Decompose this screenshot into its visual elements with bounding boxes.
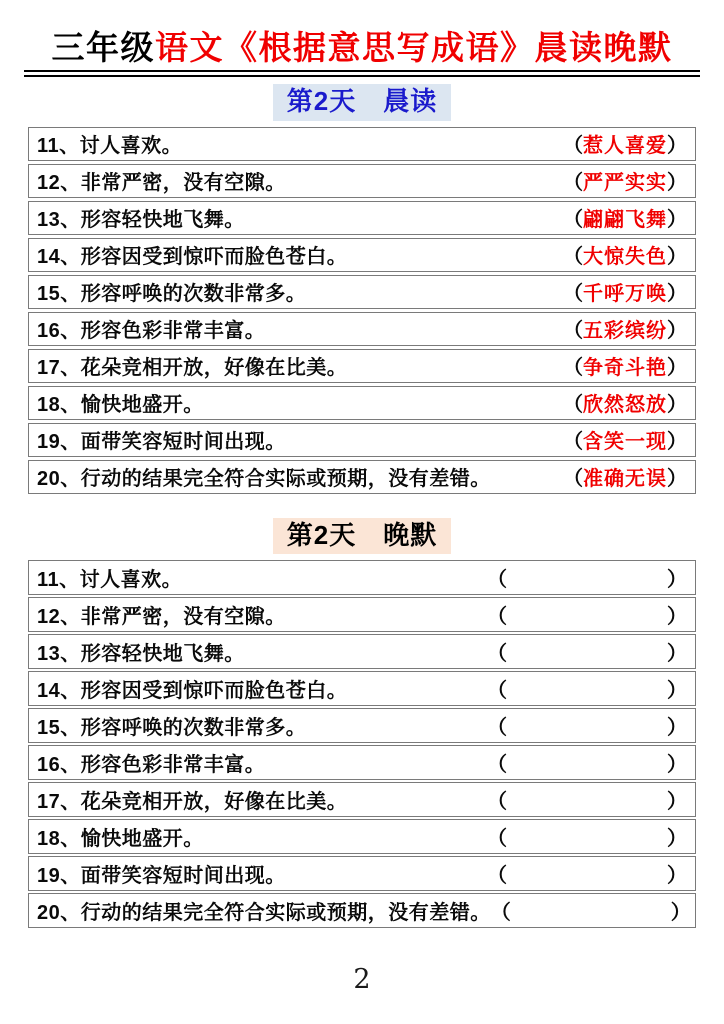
paren-close: ） [667,569,687,592]
definition-text: 15、形容呼唤的次数非常多。 [37,283,307,306]
paren-open: （ [487,865,507,888]
paren-open: （ [563,172,583,195]
answer-blank [487,674,687,703]
title-main-part: 语文《根据意思写成语》晨读晚默 [155,29,673,66]
page-number: 2 [353,963,371,995]
paren-open: （ [563,283,583,306]
paren-open: （ [487,828,507,851]
table-row [28,312,696,347]
table-row [28,782,696,817]
paren-close: ） [667,791,687,814]
answer-text: 翩翩飞舞 [583,209,667,232]
table-row [28,386,696,421]
table-row [28,164,696,199]
morning-heading-label: 第2天 晨读 [273,84,451,120]
answer-blank [487,859,687,888]
paren-close: ） [667,357,687,380]
paren-open: （ [487,606,507,629]
answer-text: 含笑一现 [583,431,667,454]
table-row [28,671,696,706]
paren-close: ） [670,902,691,925]
paren-open: （ [487,754,507,777]
paren-close: ） [667,394,687,417]
answer-blank [487,637,687,666]
paren-close: ） [667,754,687,777]
answer-blank [487,600,687,629]
paren-close: ） [667,135,687,158]
answer-filled [563,240,687,269]
paren-close: ） [667,606,687,629]
table-row [28,423,696,458]
definition-text: 15、形容呼唤的次数非常多。 [37,717,307,740]
table-row [28,349,696,384]
answer-blank [491,896,691,925]
definition-text: 20、行动的结果完全符合实际或预期，没有差错。 [37,468,491,491]
paren-close: ） [667,246,687,269]
answer-text: 惹人喜爱 [583,135,667,158]
table-row [28,819,696,854]
definition-text: 12、非常严密，没有空隙。 [37,172,286,195]
table-row [28,275,696,310]
morning-table [28,127,696,495]
evening-table [28,560,696,928]
paren-open: （ [563,135,583,158]
answer-blank [487,822,687,851]
answer-filled [563,277,687,306]
answer-text: 准确无误 [583,468,667,491]
paren-close: ） [667,468,687,491]
definition-text: 19、面带笑容短时间出现。 [37,431,286,454]
definition-text: 13、形容轻快地飞舞。 [37,643,245,666]
paren-close: ） [667,431,687,454]
answer-filled [563,388,687,417]
paren-close: ） [667,209,687,232]
answer-text: 千呼万唤 [583,283,667,306]
definition-text: 14、形容因受到惊吓而脸色苍白。 [37,246,348,269]
table-row [28,856,696,891]
definition-text: 17、花朵竞相开放，好像在比美。 [37,357,348,380]
paren-open: （ [563,357,583,380]
table-row [28,560,696,595]
evening-heading-label: 第2天 晚默 [273,518,451,554]
paren-open: （ [490,902,511,925]
definition-text: 11、讨人喜欢。 [37,569,183,592]
answer-text: 争奇斗艳 [583,357,667,380]
definition-text: 14、形容因受到惊吓而脸色苍白。 [37,680,348,703]
table-row [28,745,696,780]
definition-text: 19、面带笑容短时间出现。 [37,865,286,888]
paren-open: （ [487,791,507,814]
answer-blank [487,563,687,592]
paren-open: （ [487,680,507,703]
table-row [28,201,696,236]
paren-close: ） [667,680,687,703]
definition-text: 18、愉快地盛开。 [37,394,204,417]
page-title [0,30,724,66]
definition-text: 11、讨人喜欢。 [37,135,183,158]
answer-text: 五彩缤纷 [583,320,667,343]
answer-filled [563,351,687,380]
answer-filled [563,462,687,491]
definition-text: 16、形容色彩非常丰富。 [37,754,266,777]
answer-blank [487,711,687,740]
section-heading-evening [0,518,724,554]
paren-open: （ [487,569,507,592]
section-heading-morning [0,84,724,120]
answer-blank [487,748,687,777]
title-grade-part: 三年级 [51,29,155,66]
paren-close: ） [667,320,687,343]
table-row [28,238,696,273]
answer-filled [563,425,687,454]
definition-text: 13、形容轻快地飞舞。 [37,209,245,232]
paren-close: ） [667,828,687,851]
answer-text: 欣然怒放 [583,394,667,417]
paren-close: ） [667,283,687,306]
paren-close: ） [667,717,687,740]
definition-text: 17、花朵竞相开放，好像在比美。 [37,791,348,814]
title-double-rule [24,70,700,77]
definition-text: 18、愉快地盛开。 [37,828,204,851]
paren-open: （ [563,431,583,454]
table-row [28,634,696,669]
definition-text: 12、非常严密，没有空隙。 [37,606,286,629]
paren-open: （ [563,394,583,417]
paren-open: （ [563,246,583,269]
paren-close: ） [667,172,687,195]
answer-filled [563,203,687,232]
answer-blank [487,785,687,814]
paren-close: ） [667,865,687,888]
definition-text: 20、行动的结果完全符合实际或预期，没有差错。 [37,902,491,925]
table-row [28,597,696,632]
table-row [28,127,696,162]
paren-close: ） [667,643,687,666]
answer-text: 严严实实 [583,172,667,195]
definition-text: 16、形容色彩非常丰富。 [37,320,266,343]
answer-filled [563,166,687,195]
table-row [28,460,696,495]
paren-open: （ [487,717,507,740]
table-row [28,708,696,743]
answer-text: 大惊失色 [583,246,667,269]
answer-filled [563,129,687,158]
paren-open: （ [563,209,583,232]
paren-open: （ [487,643,507,666]
table-row [28,893,696,928]
answer-filled [563,314,687,343]
paren-open: （ [563,468,583,491]
paren-open: （ [563,320,583,343]
